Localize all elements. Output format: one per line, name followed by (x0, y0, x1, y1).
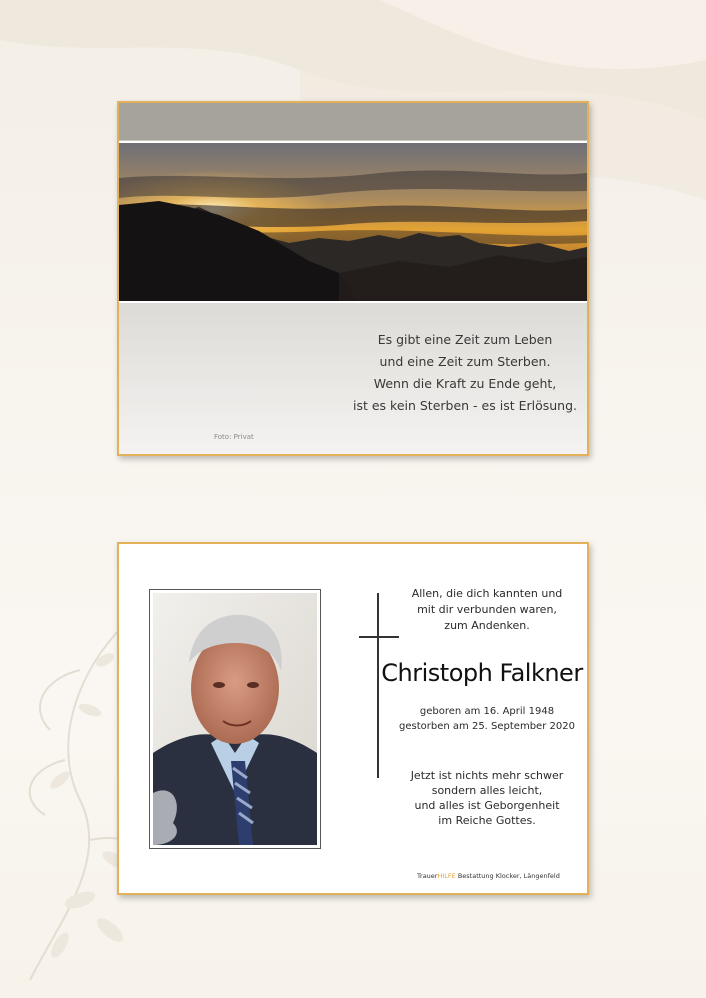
birth-date: geboren am 16. April 1948 (419, 706, 555, 717)
cross-icon-bar (359, 636, 399, 638)
life-dates (387, 704, 587, 734)
funeral-home-credit (417, 872, 560, 880)
intro-line: mit dir verbunden waren, (417, 603, 557, 616)
quote-text (349, 329, 581, 417)
memorial-card (117, 542, 589, 895)
quote-card (117, 101, 589, 456)
portrait-photo (149, 589, 321, 849)
intro-line: zum Andenken. (444, 619, 530, 632)
verse-line: im Reiche Gottes. (438, 814, 536, 827)
top-band (119, 103, 587, 140)
brand-hilfe: HILFE (437, 872, 456, 880)
death-date: gestorben am 25. September 2020 (399, 721, 575, 732)
deceased-name: Christoph Falkner (381, 659, 583, 687)
verse-line: Jetzt ist nichts mehr schwer (410, 769, 564, 782)
intro-line: Allen, die dich kannten und (411, 587, 563, 600)
intro-text (387, 586, 587, 634)
funeral-home-name: Bestattung Klocker, Längenfeld (455, 872, 560, 880)
quote-line: Wenn die Kraft zu Ende geht, (373, 376, 557, 391)
verse-text (387, 768, 587, 828)
quote-line: ist es kein Sterben - es ist Erlösung. (352, 398, 578, 413)
quote-line: und eine Zeit zum Sterben. (379, 354, 551, 369)
verse-line: sondern alles leicht, (431, 784, 543, 797)
brand-trauer: Trauer (417, 872, 438, 880)
photo-credit: Foto: Privat (214, 433, 254, 441)
divider-line (119, 301, 587, 303)
verse-line: und alles ist Geborgenheit (414, 799, 560, 812)
sunset-mountains-image (119, 143, 587, 301)
quote-line: Es gibt eine Zeit zum Leben (377, 332, 553, 347)
